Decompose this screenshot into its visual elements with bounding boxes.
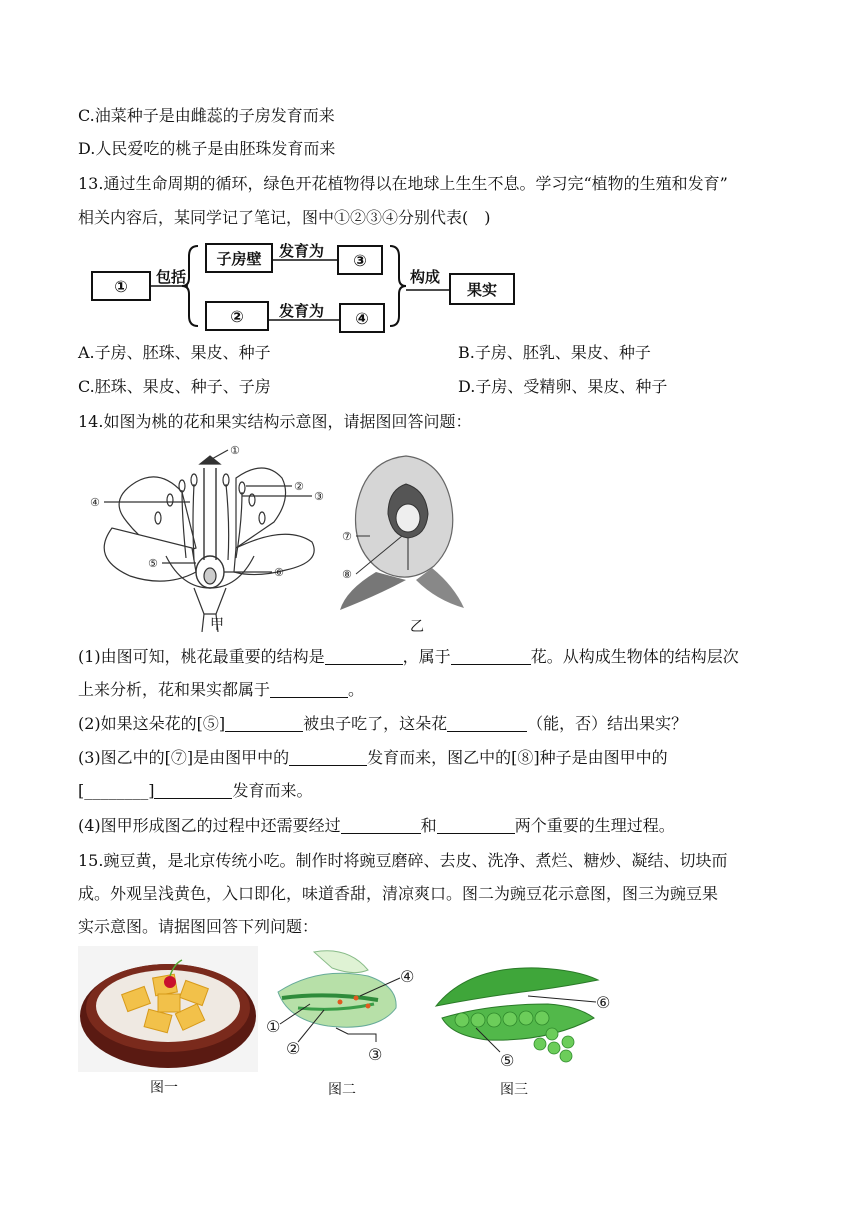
- q15-stem-line3: 实示意图。请据图回答下列问题：: [78, 917, 319, 936]
- q14-part4: [78, 816, 675, 836]
- q14-p2b: 被虫子吃了，这朵花: [303, 714, 448, 733]
- diagram-fruit: 果实: [466, 281, 498, 299]
- q14-part3-line1: [78, 748, 668, 768]
- answer-blank-7[interactable]: [154, 782, 232, 799]
- q14-p1a: (1)由图可知，桃花最重要的结构是: [78, 647, 325, 666]
- q14-p3d: 发育而来。: [232, 781, 313, 800]
- fruit-label-7: ⑦: [342, 530, 352, 543]
- pea-flower-label-2: ②: [286, 1039, 301, 1058]
- flower-label-3: ③: [314, 490, 324, 503]
- caption-jia: 甲: [210, 617, 224, 633]
- pea-cake-photo: [78, 946, 258, 1072]
- q15-stem-line2: 成。外观呈浅黄色，入口即化，味道香甜，清凉爽口。图二为豌豆花示意图，图三为豌豆果: [78, 884, 719, 903]
- caption-fig1: 图一: [150, 1080, 178, 1096]
- pea-pod-label-6: ⑥: [596, 993, 611, 1012]
- q13-options-row2: [78, 377, 668, 397]
- diagram-develop-1: 发育为: [279, 242, 325, 260]
- answer-blank-2[interactable]: [451, 648, 531, 665]
- peach-fruit-diagram: [336, 440, 468, 610]
- q13-stem-line2: 相关内容后，某同学记了笔记，图中①②③④分别代表( ): [78, 208, 491, 227]
- flower-label-5: ⑤: [148, 557, 158, 570]
- answer-blank-3[interactable]: [270, 681, 348, 698]
- peach-flower-diagram: [86, 438, 342, 632]
- q13-stem-line1: 13.通过生命周期的循环，绿色开花植物得以在地球上生生不息。学习完“植物的生殖和发育”: [78, 174, 728, 193]
- q14-p4b: 和: [420, 816, 437, 835]
- q14-p2a: (2)如果这朵花的[⑤]: [78, 714, 226, 733]
- pea-flower-label-1: ①: [266, 1017, 281, 1036]
- pea-flower-label-4: ④: [400, 967, 415, 986]
- q13-concept-diagram: [86, 238, 526, 334]
- q14-p1d: 上来分析，花和果实都属于: [78, 680, 271, 699]
- answer-blank-8[interactable]: [341, 817, 421, 834]
- q12-option-d: D.人民爱吃的桃子是由胚珠发育而来: [78, 139, 336, 158]
- answer-blank-6[interactable]: [289, 749, 367, 766]
- answer-blank-9[interactable]: [437, 817, 515, 834]
- q13-option-d: D.子房、受精卵、果皮、种子: [458, 377, 668, 396]
- q14-p3a: (3)图乙中的[⑦]是由图甲中的: [78, 748, 290, 767]
- q13-option-a: A.子房、胚珠、果皮、种子: [78, 343, 271, 362]
- q14-p4a: (4)图甲形成图乙的过程中还需要经过: [78, 816, 341, 835]
- pea-flower-label-3: ③: [368, 1045, 383, 1064]
- pea-pod-diagram: [428, 946, 618, 1072]
- q14-stem: 14.如图为桃的花和果实结构示意图，请据图回答问题：: [78, 412, 472, 431]
- q13-option-c: C.胚珠、果皮、种子、子房: [78, 377, 271, 396]
- diagram-include-label: 包括: [156, 268, 187, 286]
- q14-part1-line2: [78, 680, 364, 700]
- q12-option-c: C.油菜种子是由雌蕊的子房发育而来: [78, 106, 335, 125]
- q14-p4c: 两个重要的生理过程。: [514, 816, 675, 835]
- caption-yi: 乙: [410, 619, 424, 635]
- q14-p1e: 。: [348, 680, 365, 699]
- q14-p2c: （能，否）结出果实？: [527, 714, 688, 733]
- q14-p3c[interactable]: [________]: [78, 781, 155, 800]
- fruit-label-8: ⑧: [342, 568, 352, 581]
- pea-flower-diagram: [258, 946, 428, 1072]
- flower-label-2: ②: [294, 480, 304, 493]
- diagram-box-4: ④: [355, 309, 369, 328]
- q13-options-row1: [78, 343, 651, 363]
- q14-part3-line2: [78, 781, 313, 801]
- q14-part2: [78, 714, 687, 734]
- diagram-ovary-wall: 子房壁: [216, 250, 262, 268]
- answer-blank-1[interactable]: [325, 648, 403, 665]
- q15-stem-line1: 15.豌豆黄，是北京传统小吃。制作时将豌豆磨碎、去皮、洗净、煮烂、糖炒、凝结、切块而: [78, 851, 728, 870]
- diagram-box-2: ②: [230, 307, 244, 326]
- flower-label-1: ①: [230, 444, 240, 457]
- flower-label-4: ④: [90, 496, 100, 509]
- flower-label-6: ⑥: [274, 566, 284, 579]
- pea-pod-label-5: ⑤: [500, 1051, 515, 1070]
- q14-p3b: 发育而来，图乙中的[⑧]种子是由图甲中的: [367, 748, 668, 767]
- q14-p1b: ，属于: [402, 647, 451, 666]
- q14-part1-line1: [78, 647, 739, 667]
- answer-blank-5[interactable]: [447, 715, 527, 732]
- diagram-constitute-label: 构成: [410, 268, 441, 286]
- q14-p1c: 花。从构成生物体的结构层次: [530, 647, 739, 666]
- q13-option-b: B.子房、胚乳、果皮、种子: [458, 343, 651, 362]
- diagram-box-1: ①: [114, 277, 128, 296]
- answer-blank-4[interactable]: [225, 715, 303, 732]
- diagram-develop-2: 发育为: [279, 302, 325, 320]
- diagram-box-3: ③: [353, 251, 367, 270]
- caption-fig2: 图二: [328, 1082, 356, 1098]
- caption-fig3: 图三: [500, 1082, 528, 1098]
